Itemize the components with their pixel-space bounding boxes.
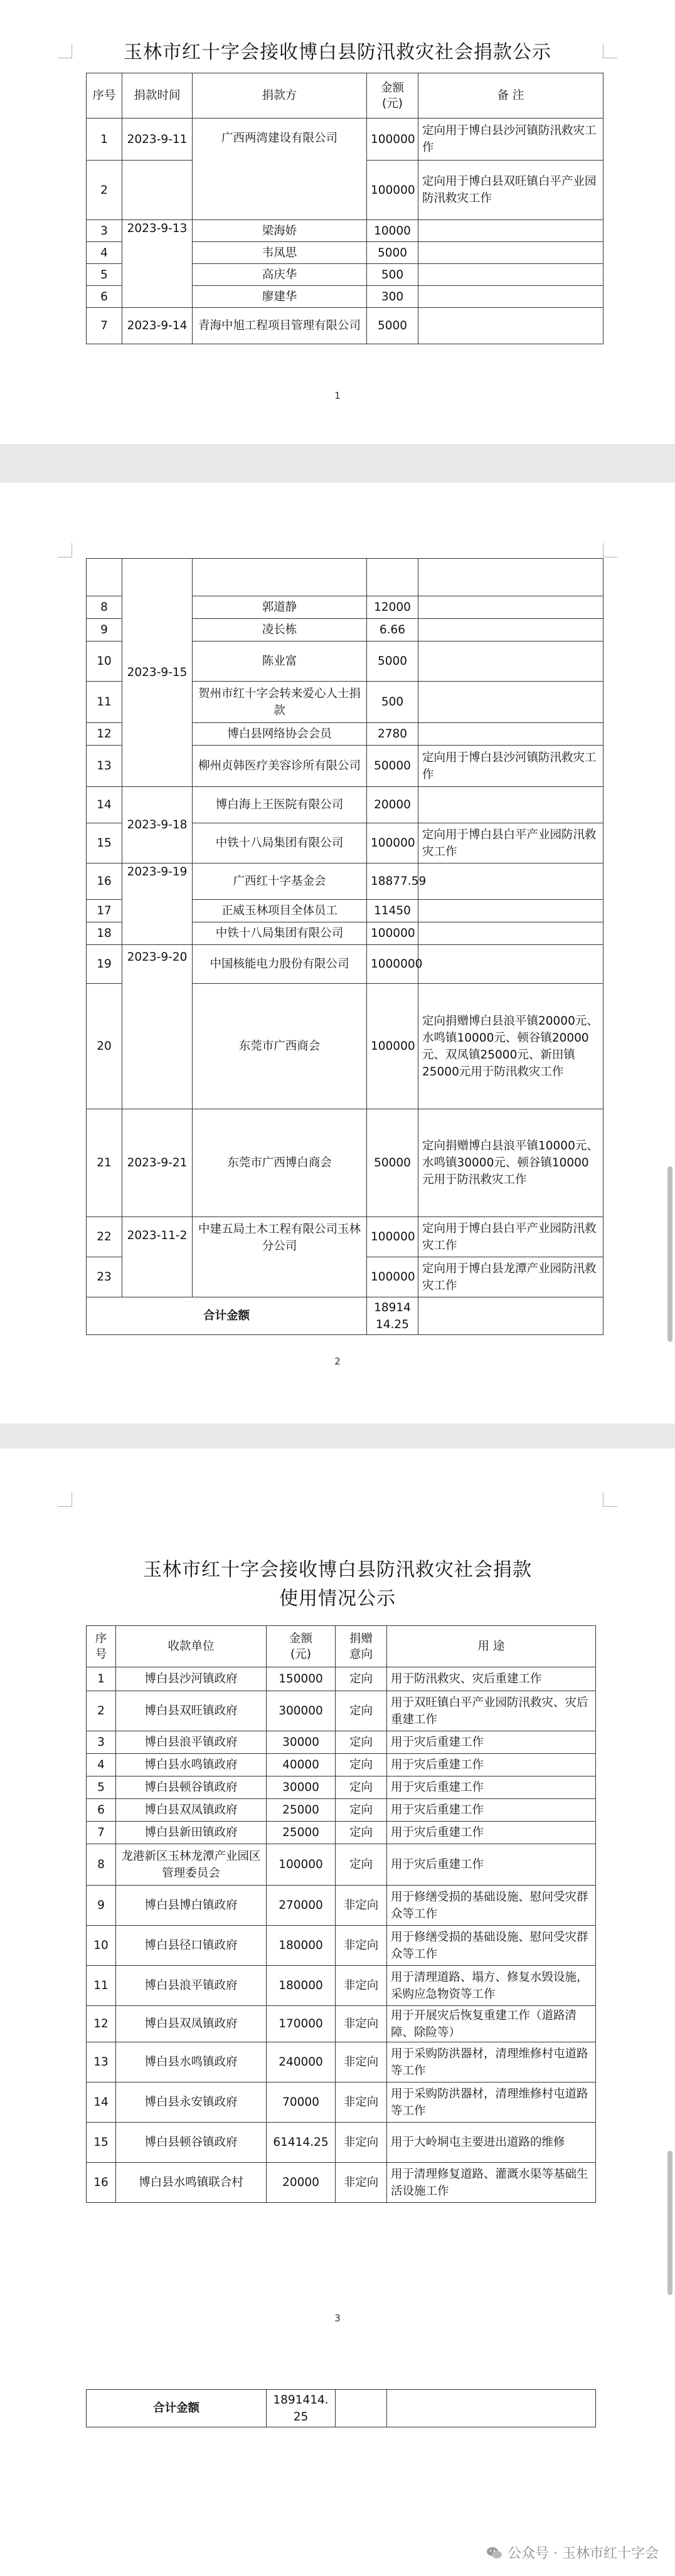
row-date: 2023-9-15 [122,559,193,787]
row-unit: 博白县水鸣镇政府 [116,1754,267,1776]
row-unit: 博白县顿谷镇政府 [116,1776,267,1799]
row-note [418,863,603,900]
row-no: 10 [87,1926,116,1966]
row-no: 3 [87,220,122,242]
row-amount: 100000 [367,984,418,1109]
table-header-row [87,1626,596,1667]
table-row [87,2163,596,2203]
row-use: 用于清理道路、塌方、修复水毁设施，采购应急物资等工作 [387,1966,596,2006]
row-unit: 博白县浪平镇政府 [116,1966,267,2006]
page3-title-line1: 玉林市红十字会接收博白县防汛救灾社会捐款 [143,1559,532,1581]
row-no: 13 [87,2042,116,2082]
row-amount: 2780 [367,723,418,746]
row-unit: 博白县双旺镇政府 [116,1691,267,1731]
row-intent: 定向 [336,1691,387,1731]
row-amount: 50000 [367,746,418,787]
row-no: 12 [87,2006,116,2042]
row-donor: 广西两湾建设有限公司 [193,119,367,220]
row-note [418,596,603,619]
row-amount: 500 [367,264,418,286]
row-amount: 20000 [267,2163,336,2203]
row-no: 5 [87,1776,116,1799]
row-no: 11 [87,1966,116,2006]
row-no: 1 [87,119,122,161]
total-label: 合计金额 [87,1297,367,1335]
row-amount: 100000 [367,823,418,863]
scrollbar-thumb[interactable] [667,2151,672,2295]
row-donor: 柳州贞韩医疗美容诊所有限公司 [193,746,367,787]
row-amount: 100000 [367,1257,418,1297]
row-amount: 100000 [367,161,418,220]
row-intent: 定向 [336,1822,387,1844]
row-no: 9 [87,619,122,641]
row-amount: 20000 [367,787,418,823]
row-donor: 广西红十字基金会 [193,863,367,900]
row-note: 定向捐赠博白县浪平镇20000元、水鸣镇10000元、顿谷镇20000元、双凤镇25000元、新田镇25000元用于防汛救灾工作 [418,984,603,1109]
row-note [418,264,603,286]
row-no: 15 [87,2123,116,2163]
total-row [87,1297,603,1335]
row-amount: 5000 [367,641,418,682]
row-date [122,161,193,220]
document-page-2 [0,483,675,1423]
row-no: 2 [87,161,122,220]
row-note [418,619,603,641]
row-no: 6 [87,1799,116,1822]
footer-text: 公众号 · 玉林市红十字会 [508,2546,659,2562]
page-corner-mark [603,543,617,557]
donation-table-part2 [86,558,603,1335]
table-row [87,1886,596,1926]
row-amount: 5000 [367,308,418,344]
row-donor: 中铁十八局集团有限公司 [193,823,367,863]
row-intent: 定向 [336,1844,387,1886]
row-intent: 非定向 [336,1926,387,1966]
row-intent: 非定向 [336,2042,387,2082]
row-date: 2023-9-11 [122,119,193,161]
table-row [87,1844,596,1886]
row-no: 8 [87,596,122,619]
row-amount: 180000 [267,1966,336,2006]
row-date: 2023-9-13 [122,220,193,308]
row-use: 用于修缮受损的基础设施、慰问受灾群众等工作 [387,1886,596,1926]
table-row [87,1217,603,1257]
row-no: 13 [87,746,122,787]
page-number: 2 [334,1356,341,1367]
row-no: 10 [87,641,122,682]
table-row [87,2123,596,2163]
row-donor: 中建五局土木工程有限公司玉林分公司 [193,1217,367,1297]
row-amount: 100000 [367,922,418,945]
row-amount: 30000 [267,1776,336,1799]
row-donor: 中国核能电力股份有限公司 [193,945,367,984]
row-no: 14 [87,787,122,823]
row-note [418,682,603,723]
usage-table [86,1625,596,1667]
total-amount: 1891414.25 [367,1297,418,1335]
row-amount: 25000 [267,1822,336,1844]
row-use: 用于灾后重建工作 [387,1731,596,1754]
row-amount: 240000 [267,2042,336,2082]
table-row [87,1754,596,1776]
row-note [418,900,603,922]
usage-total-table [86,2389,596,2427]
table-row [87,945,603,984]
total-row [87,2390,596,2427]
row-amount: 100000 [367,1217,418,1257]
row-date: 2023-9-18 [122,787,193,863]
row-no: 9 [87,1886,116,1926]
row-amount: 270000 [267,1886,336,1926]
table-row [87,1731,596,1754]
row-unit: 博白县双凤镇政府 [116,1799,267,1822]
row-amount: 180000 [267,1926,336,1966]
row-note: 定向用于博白县白平产业园防汛救灾工作 [418,1217,603,1257]
row-donor: 廖建华 [193,286,367,308]
row-unit: 龙港新区玉林龙潭产业园区管理委员会 [116,1844,267,1886]
row-use: 用于灾后重建工作 [387,1776,596,1799]
row-intent: 定向 [336,1731,387,1754]
row-note: 定向用于博白县龙潭产业园防汛救灾工作 [418,1257,603,1297]
row-donor: 博白县网络协会会员 [193,723,367,746]
row-date: 2023-9-14 [122,308,193,344]
table-row [87,2006,596,2042]
table-row [87,2042,596,2082]
row-use: 用于大岭垌屯主要进出道路的维修 [387,2123,596,2163]
donation-table-part1 [86,73,603,344]
usage-table-rows [87,1667,596,2203]
row-date: 2023-9-19 [122,863,193,945]
header-unit: 收款单位 [116,1626,267,1667]
row-unit: 博白县永安镇政府 [116,2082,267,2123]
row-use: 用于灾后重建工作 [387,1822,596,1844]
row-note: 定向用于博白县双旺镇白平产业园防汛救灾工作 [418,161,603,220]
row-note: 定向用于博白县沙河镇防汛救灾工作 [418,119,603,161]
row-amount: 25000 [267,1799,336,1822]
row-donor: 博白海上王医院有限公司 [193,787,367,823]
header-amount: 金额 (元) [367,73,418,119]
row-date: 2023-9-21 [122,1109,193,1217]
row-note [418,286,603,308]
page-number: 3 [334,2313,341,2324]
row-amount: 300000 [267,1691,336,1731]
row-amount: 10000 [367,220,418,242]
row-amount: 170000 [267,2006,336,2042]
row-no: 3 [87,1731,116,1754]
wechat-footer [486,2543,659,2562]
row-amount: 11450 [367,900,418,922]
row-no: 4 [87,242,122,264]
row-no: 11 [87,682,122,723]
row-no: 15 [87,823,122,863]
row-note [418,922,603,945]
row-unit: 博白县浪平镇政府 [116,1731,267,1754]
page-corner-mark [58,1492,72,1507]
header-date: 捐款时间 [122,73,193,119]
row-no: 14 [87,2082,116,2123]
header-no: 序号 [87,73,122,119]
row-note [418,641,603,682]
row-no: 6 [87,286,122,308]
row-donor: 贺州市红十字会转来爱心人士捐款 [193,682,367,723]
row-intent: 非定向 [336,1966,387,2006]
document-page-1 [0,0,675,444]
document-page-3 [0,1449,675,2576]
table-row [87,220,603,242]
row-donor: 凌长栋 [193,619,367,641]
row-amount: 1000000 [367,945,418,984]
row-donor: 梁海娇 [193,220,367,242]
row-use: 用于采购防洪器材，清理维修村屯道路等工作 [387,2082,596,2123]
row-use: 用于清理修复道路、灌溉水渠等基础生活设施工作 [387,2163,596,2203]
row-note [418,308,603,344]
row-unit: 博白县径口镇政府 [116,1926,267,1966]
table-row [87,2082,596,2123]
row-no: 19 [87,945,122,984]
row-donor: 东莞市广西商会 [193,984,367,1109]
row-note: 定向用于博白县沙河镇防汛救灾工作 [418,746,603,787]
row-intent: 定向 [336,1799,387,1822]
table-row [87,1667,596,1691]
row-intent: 定向 [336,1754,387,1776]
table-row [87,1799,596,1822]
row-amount: 70000 [267,2082,336,2123]
row-amount: 61414.25 [267,2123,336,2163]
header-donor: 捐款方 [193,73,367,119]
header-note: 备 注 [418,73,603,119]
row-unit: 博白县沙河镇政府 [116,1667,267,1691]
row-use: 用于双旺镇白平产业园防汛救灾、灾后重建工作 [387,1691,596,1731]
page-corner-mark [58,543,72,557]
row-unit: 博白县博白镇政府 [116,1886,267,1926]
row-donor: 郭道静 [193,596,367,619]
wechat-icon [486,2547,502,2559]
header-no: 序号 [87,1626,116,1667]
row-donor: 正威玉林项目全体员工 [193,900,367,922]
header-use: 用 途 [387,1626,596,1667]
table-row [87,1109,603,1217]
row-use: 用于修缮受损的基础设施、慰问受灾群众等工作 [387,1926,596,1966]
row-note [418,220,603,242]
total-amount: 1891414.25 [267,2390,336,2427]
row-intent: 非定向 [336,2163,387,2203]
table-row [87,1966,596,2006]
row-date: 2023-9-20 [122,945,193,1109]
table-header-row [87,73,603,119]
row-amount: 100000 [367,119,418,161]
row-use: 用于灾后重建工作 [387,1844,596,1886]
row-no: 22 [87,1217,122,1257]
row-no: 16 [87,863,122,900]
row-donor: 中铁十八局集团有限公司 [193,922,367,945]
page1-title: 玉林市红十字会接收博白县防汛救灾社会捐款公示 [124,41,551,63]
row-use: 用于灾后重建工作 [387,1754,596,1776]
header-intent: 捐赠 意向 [336,1626,387,1667]
row-note [418,242,603,264]
row-unit: 博白县顿谷镇政府 [116,2123,267,2163]
row-donor: 韦凤思 [193,242,367,264]
row-unit: 博白县新田镇政府 [116,1822,267,1844]
row-donor: 青海中旭工程项目管理有限公司 [193,308,367,344]
row-note [418,787,603,823]
row-note: 定向捐赠博白县浪平镇10000元、水鸣镇30000元、顿谷镇10000元用于防汛救灾工作 [418,1109,603,1217]
row-amount: 18877.59 [367,863,418,900]
row-intent: 非定向 [336,2006,387,2042]
row-no: 17 [87,900,122,922]
row-no: 8 [87,1844,116,1886]
page-corner-mark [603,1492,617,1507]
row-no: 21 [87,1109,122,1217]
page3-title-line2: 使用情况公示 [279,1588,396,1610]
row-no: 7 [87,308,122,344]
row-amount: 30000 [267,1731,336,1754]
row-no: 2 [87,1691,116,1731]
usage-table-body [86,1667,596,2203]
table-row [87,1776,596,1799]
row-donor: 高庆华 [193,264,367,286]
table-row [87,787,603,823]
row-date: 2023-11-2 [122,1217,193,1297]
row-intent: 非定向 [336,2082,387,2123]
row-no: 20 [87,984,122,1109]
row-no: 1 [87,1667,116,1691]
page-number: 1 [334,390,341,401]
row-amount: 40000 [267,1754,336,1776]
table-row [87,1822,596,1844]
row-no: 7 [87,1822,116,1844]
row-intent: 非定向 [336,1886,387,1926]
row-amount: 100000 [267,1844,336,1886]
row-donor: 东莞市广西博白商会 [193,1109,367,1217]
row-donor: 陈业富 [193,641,367,682]
table-row [87,308,603,344]
row-unit: 博白县水鸣镇联合村 [116,2163,267,2203]
row-no: 16 [87,2163,116,2203]
row-amount: 5000 [367,242,418,264]
row-use: 用于采购防洪器材，清理维修村屯道路等工作 [387,2042,596,2082]
row-intent: 定向 [336,1776,387,1799]
row-no: 12 [87,723,122,746]
row-no: 18 [87,922,122,945]
table-row [87,119,603,161]
row-no: 5 [87,264,122,286]
row-no: 23 [87,1257,122,1297]
row-note [418,723,603,746]
scrollbar-thumb[interactable] [667,1166,672,1342]
row-use: 用于防汛救灾、灾后重建工作 [387,1667,596,1691]
row-intent: 非定向 [336,2123,387,2163]
row-note: 定向用于博白县白平产业园防汛救灾工作 [418,823,603,863]
row-unit: 博白县水鸣镇政府 [116,2042,267,2082]
row-amount: 300 [367,286,418,308]
row-unit: 博白县双凤镇政府 [116,2006,267,2042]
header-amount: 金额 (元) [267,1626,336,1667]
row-no: 4 [87,1754,116,1776]
table-row [87,863,603,900]
row-amount: 500 [367,682,418,723]
row-intent: 定向 [336,1667,387,1691]
row-amount: 50000 [367,1109,418,1217]
row-note [418,945,603,984]
table-row-blank [87,559,603,596]
row-use: 用于开展灾后恢复重建工作（道路清障、除险等） [387,2006,596,2042]
table-row [87,1691,596,1731]
row-amount: 150000 [267,1667,336,1691]
table-row [87,1926,596,1966]
row-amount: 6.66 [367,619,418,641]
total-label: 合计金额 [87,2390,267,2427]
row-amount: 12000 [367,596,418,619]
row-use: 用于灾后重建工作 [387,1799,596,1822]
